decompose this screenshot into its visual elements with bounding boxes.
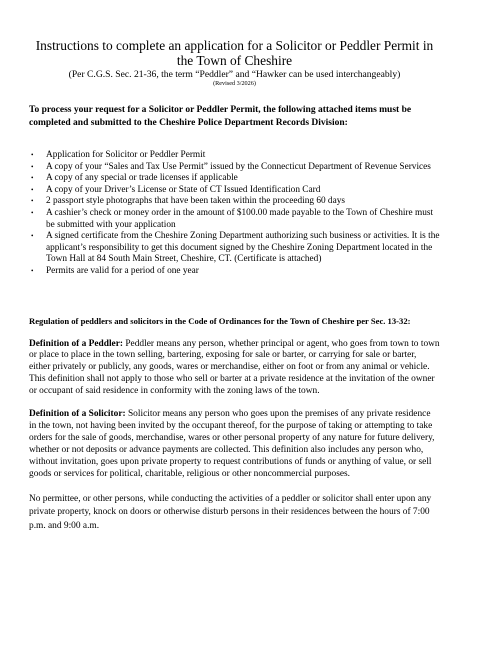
peddler-term: Definition of a Peddler:: [29, 338, 123, 349]
list-item-text: A cashier’s check or money order in the amount of $100.00 made payable to the Town of Cheshire must be submitted with your application: [46, 207, 434, 230]
list-item-text: A signed certificate from the Cheshire Zoning Department authorizing such business or activities. It is the applicant’s responsibility to get this document signed by the Cheshire Zoning Department located in the Town Hall at 84 South Main Street, Cheshire, CT. (Certificate is attached): [46, 231, 440, 265]
list-item: [29, 185, 440, 197]
list-item-text: A copy of your Driver’s License or State of CT Issued Identification Card: [46, 184, 321, 195]
peddler-definition-text: Peddler means any person, whether principal or agent, who goes from town to town or place to place in the town selling, bartering, exposing for sale or barter, or carrying for sale or barter, either privately or publicly, any goods, wares or merchandise, either on foot or from any animal or vehicle. This definition shall not apply to those who sell or barter at a private residence at the invitation of the owner or occupant of said residence in conformity with the zoning laws of the town.: [29, 338, 440, 397]
bullet-icon: •: [31, 174, 34, 183]
list-item: [29, 162, 440, 174]
bullet-icon: •: [31, 151, 34, 159]
list-item: [29, 208, 440, 231]
list-item-text: Application for Solicitor or Peddler Permit: [46, 150, 206, 160]
revision-note: (Revised 3/2026): [213, 80, 256, 87]
list-item-text: Permits are valid for a period of one year: [46, 265, 199, 276]
list-item: [29, 266, 440, 278]
list-item-text: 2 passport style photographs that have been taken within the proceeding 60 days: [46, 196, 345, 207]
solicitor-term: Definition of a Solicitor:: [29, 409, 126, 420]
bullet-icon: •: [31, 232, 34, 241]
regulation-heading: Regulation of peddlers and solicitors in the Code of Ordinances for the Town of Cheshire per Sec. 13-32:: [29, 315, 411, 326]
bullet-icon: •: [31, 185, 34, 194]
list-item-text: A copy of your “Sales and Tax Use Permit” issued by the Connecticut Department of Revenue Services: [46, 161, 431, 172]
bullet-icon: •: [31, 197, 34, 206]
bullet-icon: •: [31, 266, 34, 275]
solicitor-definition: [29, 409, 440, 480]
peddler-definition: [29, 339, 440, 399]
bullet-icon: •: [31, 162, 34, 171]
document-title: Instructions to complete an application for a Solicitor or Peddler Permit in the Town of Cheshire: [35, 38, 434, 68]
intro-paragraph: To process your request for a Solicitor or Peddler Permit, the following attached items must be completed and submitted to the Cheshire Police Department Records Division:: [29, 105, 412, 128]
list-item-text: A copy of any special or trade licenses if applicable: [46, 173, 238, 184]
document-subtitle: (Per C.G.S. Sec. 21-36, the term “Peddler” and “Hawker can be used interchangeably): [68, 69, 401, 80]
list-item: [29, 150, 440, 162]
hours-restriction: No permittee, or other persons, while conducting the activities of a peddler or solicitor shall enter upon any private property, knock on doors or otherwise disturb persons in their residences between the hours of 7:00 p.m. and 9:00 a.m.: [29, 493, 432, 531]
requirements-list: [29, 150, 440, 278]
list-item: [29, 196, 440, 208]
list-item: [29, 173, 440, 185]
document-page: [0, 38, 480, 660]
solicitor-definition-text: Solicitor means any person who goes upon the premises of any private residence in the town, not having been invited by the occupant thereof, for the purpose of taking or attempting to take orders for the sale of goods, merchandise, wares or other personal property of any nature for future delivery, whether or not deposits or advance payments are collected. This definition also includes any person who, without invitation, goes upon private property to request contributions of funds or anything of value, or sell goods or services for political, charitable, religious or other noncommercial purposes.: [29, 409, 435, 479]
bullet-icon: •: [31, 208, 34, 217]
list-item: [29, 231, 440, 266]
